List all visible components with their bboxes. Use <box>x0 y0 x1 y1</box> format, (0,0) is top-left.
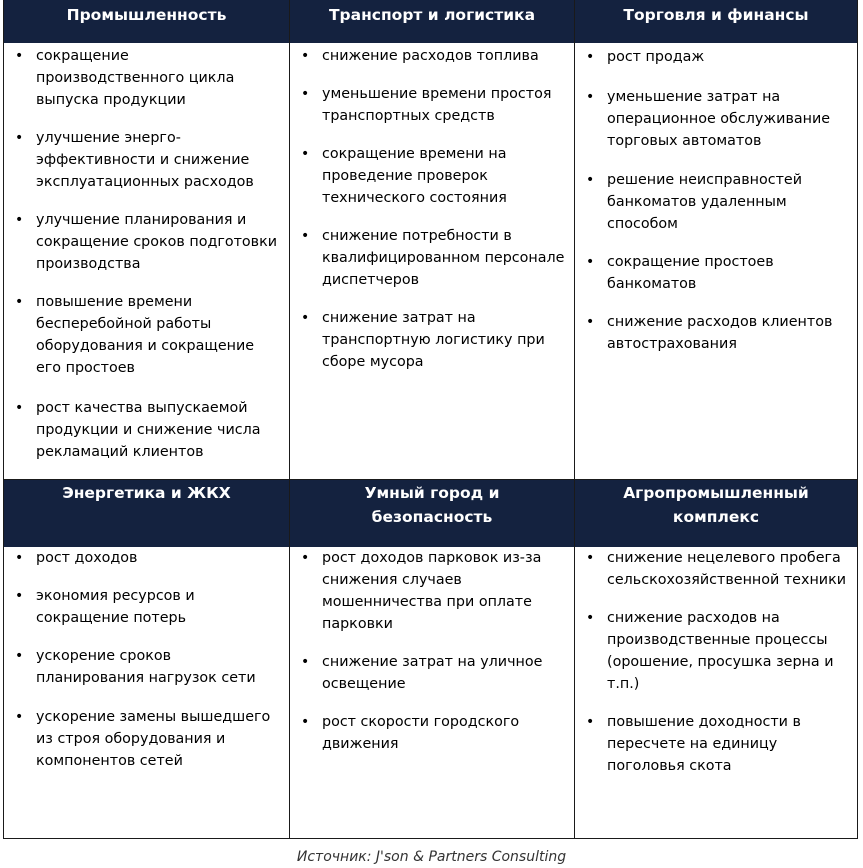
list-item: • снижение расходов клиентов автострахования <box>575 311 849 355</box>
list-item: • сокращение простоев банкоматов <box>575 251 849 295</box>
header-row-top <box>3 0 858 43</box>
bullet: • <box>586 610 595 626</box>
cell-smart-city <box>289 547 574 839</box>
bullet: • <box>301 310 310 326</box>
bullet: • <box>15 130 24 146</box>
list-item: • сокращение производственного цикла выпуска продукции <box>4 45 281 111</box>
header-industry <box>3 0 289 43</box>
header-transport <box>289 0 574 43</box>
list-item: • решение неисправностей банкоматов удаленным способом <box>575 169 849 235</box>
bullet: • <box>15 212 24 228</box>
header-trade-label: Торговля и финансы <box>623 6 809 24</box>
sector-benefits-table <box>3 0 858 839</box>
header-agro-label-2: комплекс <box>672 508 760 526</box>
list-item: • улучшение планирования и сокращение сроков подготовки производства <box>4 209 281 275</box>
list-item: • ускорение замены вышедшего из строя оборудования и компонентов сетей <box>4 706 281 772</box>
header-trade <box>574 0 858 43</box>
header-industry-label: Промышленность <box>66 6 227 24</box>
list-item: • сокращение времени на проведение проверок технического состояния <box>290 143 566 209</box>
bullet: • <box>586 314 595 330</box>
bullet: • <box>15 648 24 664</box>
bullet: • <box>301 550 310 566</box>
header-energy <box>3 480 289 547</box>
list-item: • рост продаж <box>575 46 849 68</box>
bullet: • <box>301 654 310 670</box>
body-row-top <box>3 43 858 480</box>
list-item: • снижение затрат на уличное освещение <box>290 651 566 695</box>
header-smart-city-label: Умный город и <box>364 484 500 502</box>
bullet: • <box>15 709 24 725</box>
bullet: • <box>301 146 310 162</box>
cell-trade <box>574 43 858 480</box>
bullet: • <box>15 588 24 604</box>
header-agro-label: Агропромышленный <box>623 484 809 502</box>
list-item: • снижение нецелевого пробега сельскохозяйственной техники <box>575 547 849 591</box>
bullet: • <box>15 48 24 64</box>
bullet: • <box>586 49 595 65</box>
bullet: • <box>586 254 595 270</box>
list-item: • рост скорости городского движения <box>290 711 566 755</box>
list-item: • улучшение энерго-эффективности и снижение эксплуатационных расходов <box>4 127 281 193</box>
bullet: • <box>586 714 595 730</box>
bullet: • <box>15 400 24 416</box>
header-smart-city-label-2: безопасность <box>371 508 493 526</box>
list-item: • повышение времени бесперебойной работы оборудования и сокращение его простоев <box>4 291 281 379</box>
bullet: • <box>301 48 310 64</box>
bullet: • <box>301 86 310 102</box>
cell-industry <box>3 43 289 480</box>
header-transport-label: Транспорт и логистика <box>328 6 536 24</box>
header-energy-label: Энергетика и ЖКХ <box>62 484 231 502</box>
list-item: • уменьшение времени простоя транспортных средств <box>290 83 566 127</box>
bullet: • <box>586 89 595 105</box>
source-caption: Источник: J'son & Partners Consulting <box>296 849 567 865</box>
bullet: • <box>15 294 24 310</box>
header-smart-city <box>289 480 574 547</box>
header-agro <box>574 480 858 547</box>
cell-energy <box>3 547 289 839</box>
cell-transport <box>289 43 574 480</box>
list-item: • рост доходов <box>4 547 281 569</box>
list-item: • рост качества выпускаемой продукции и снижение числа рекламаций клиентов <box>4 397 281 463</box>
bullet: • <box>586 550 595 566</box>
bullet: • <box>301 228 310 244</box>
list-item: • снижение затрат на транспортную логистику при сборе мусора <box>290 307 566 373</box>
list-item: • повышение доходности в пересчете на единицу поголовья скота <box>575 711 849 777</box>
bullet: • <box>586 172 595 188</box>
cell-agro <box>574 547 858 839</box>
body-row-bottom <box>3 547 858 839</box>
list-item: • рост доходов парковок из-за снижения случаев мошенничества при оплате парковки <box>290 547 566 635</box>
list-item: • уменьшение затрат на операционное обслуживание торговых автоматов <box>575 86 849 152</box>
list-item: • снижение потребности в квалифицированном персонале диспетчеров <box>290 225 566 291</box>
bullet: • <box>15 550 24 566</box>
list-item: • снижение расходов топлива <box>290 45 566 67</box>
bullet: • <box>301 714 310 730</box>
list-item: • экономия ресурсов и сокращение потерь <box>4 585 281 629</box>
list-item: • ускорение сроков планирования нагрузок сети <box>4 645 281 689</box>
list-item: • снижение расходов на производственные процессы (орошение, просушка зерна и т.п.) <box>575 607 849 695</box>
header-row-bottom <box>3 480 858 547</box>
